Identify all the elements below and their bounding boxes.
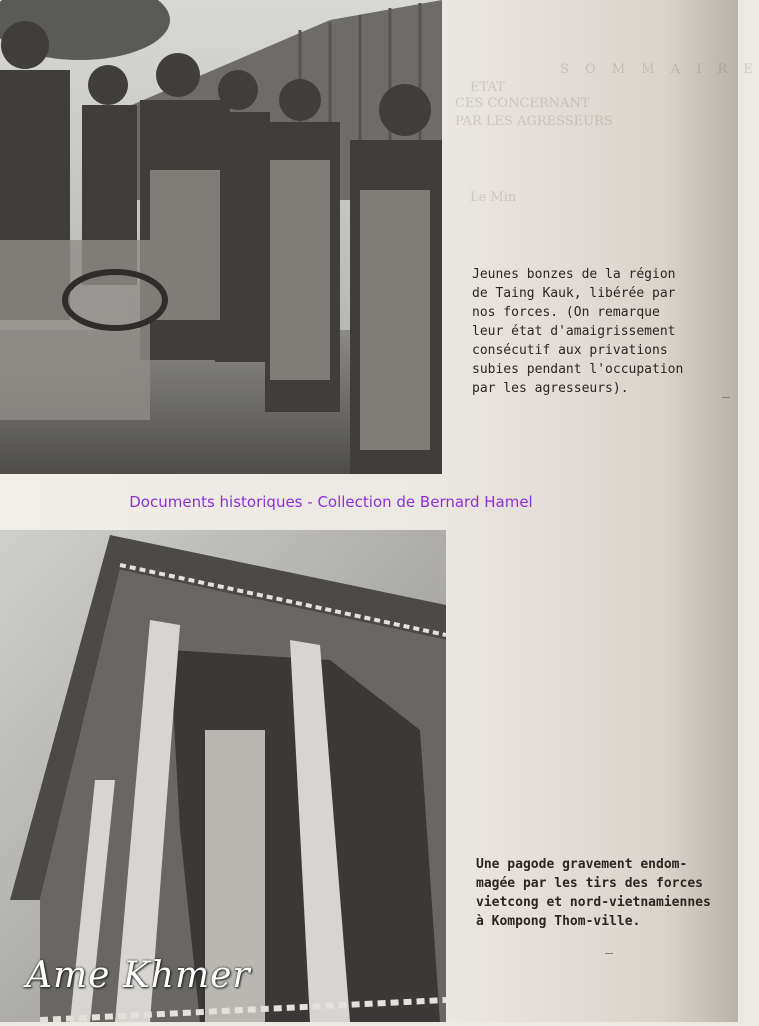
caption-young-monks: Jeunes bonzes de la région de Taing Kauk, libérée par nos forces. (On remarque leur état d'amaigrissement consécutif aux privations subies pendant l'occupation par les agresseurs). <box>472 267 684 396</box>
caption-damaged-pagoda: Une pagode gravement endom- magée par les tirs des forces vietcong et nord-vietnamiennes à Kompong Thom-ville. <box>476 857 711 929</box>
collection-credit-watermark: Documents historiques - Collection de Bernard Hamel <box>129 493 533 511</box>
bleed-through-text: PAR LES AGRESSEURS <box>455 114 613 129</box>
pagoda-photo-illustration <box>0 530 446 1022</box>
photo-young-monks <box>0 0 442 474</box>
monks-photo-illustration <box>0 0 442 474</box>
ame-khmer-signature-watermark: Ame Khmer <box>26 955 251 996</box>
bleed-through-text: CES CONCERNANT <box>455 96 590 111</box>
bleed-through-text: ETAT <box>470 80 505 95</box>
photo-damaged-pagoda <box>0 530 446 1022</box>
margin-dash <box>605 953 613 954</box>
margin-dash <box>722 397 730 398</box>
bleed-through-text: Le Min <box>470 190 517 205</box>
bleed-through-text: S O M M A I R E <box>560 62 759 77</box>
